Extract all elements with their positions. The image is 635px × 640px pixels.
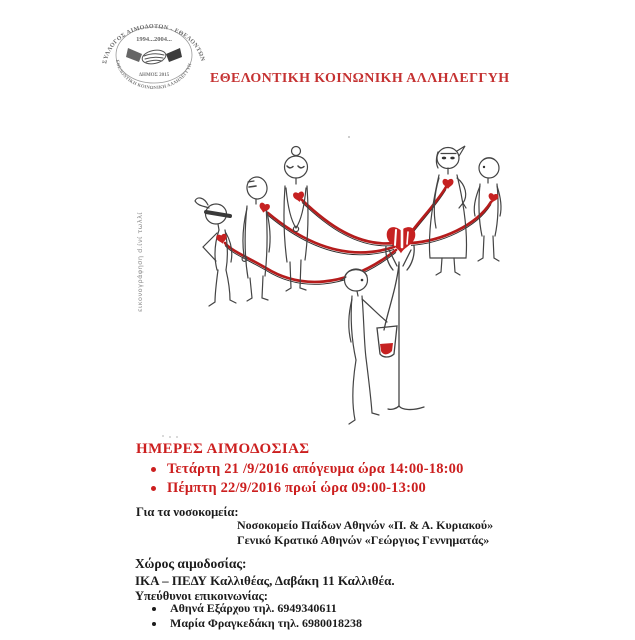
session-item bbox=[151, 460, 464, 479]
blood-donation-illustration bbox=[115, 112, 545, 460]
venue-address: ΙΚΑ – ΠΕΔΥ Καλλιθέας, Δαβάκη 11 Καλλιθέα. bbox=[135, 573, 395, 588]
contacts-label: Υπεύθυνοι επικοινωνίας: bbox=[135, 589, 268, 603]
iv-stand bbox=[377, 246, 424, 410]
contact-item bbox=[152, 616, 362, 631]
hospitals-list bbox=[237, 518, 493, 548]
figure-girl-left bbox=[195, 198, 236, 306]
handshake-drawing bbox=[126, 48, 182, 66]
hospital-item: Γενικό Κρατικό Αθηνών «Γεώργιος Γεννηματάς» bbox=[237, 533, 490, 547]
logo-arc-top-text: ΣΥΛΛΟΓΟΣ ΑΙΜΟΔΟΤΩΝ - ΕΘΕΛΟΝΤΩΝ bbox=[102, 23, 206, 65]
blood-bag-fill bbox=[380, 343, 393, 354]
page-title: ΕΘΕΛΟΝΤΙΚΗ ΚΟΙΝΩΝΙΚΗ ΑΛΛΗΛΕΓΓΥΗ bbox=[210, 71, 510, 86]
figure-dress-woman bbox=[429, 146, 466, 275]
figure-bun-woman bbox=[284, 147, 308, 292]
session-text: Πέμπτη 22/9/2016 πρωί ώρα 09:00-13:00 bbox=[167, 480, 426, 496]
donation-days-heading: ΗΜΕΡΕΣ ΑΙΜΟΔΟΣΙΑΣ bbox=[136, 441, 310, 457]
session-item bbox=[151, 479, 464, 498]
contacts-list bbox=[152, 601, 362, 631]
hospital-item: Νοσοκομείο Παίδων Αθηνών «Π. & Α. Κυριακού» bbox=[237, 518, 494, 532]
session-text: Τετάρτη 21 /9/2016 απόγευμα ώρα 14:00-18:00 bbox=[167, 461, 464, 477]
illustration-credit: εικονογράφηση d.ίνί τωλλί bbox=[136, 211, 144, 312]
figure-tall-person bbox=[242, 176, 270, 301]
heart-man-right bbox=[488, 193, 499, 204]
contact-text: Μαρία Φραγκεδάκη τηλ. 6980018238 bbox=[170, 616, 362, 630]
logo-arc-bottom-text: ΕΘΕΛΟΝΤΙΚΗ ΚΟΙΝΩΝΙΚΗ ΑΛΛΗΛΕΓΓΥΗ bbox=[115, 59, 193, 91]
blood-tubes bbox=[225, 187, 491, 282]
hospitals-label: Για τα νοσοκομεία: bbox=[136, 505, 239, 519]
venue-label: Χώρος αιμοδοσίας: bbox=[135, 556, 247, 571]
bullet-dot-icon bbox=[152, 622, 156, 626]
bullet-dot-icon bbox=[152, 607, 156, 611]
donation-sessions-list bbox=[151, 460, 464, 498]
handshake-icon bbox=[98, 12, 210, 102]
logo-subtitle: ΔΗΜΟΣ 2015 bbox=[138, 73, 170, 78]
contact-item bbox=[152, 601, 362, 616]
figure-kid-center bbox=[340, 269, 387, 424]
bullet-dot-icon bbox=[151, 486, 156, 491]
bullet-dot-icon bbox=[151, 467, 156, 472]
contact-text: Αθηνά Εξάρχου τηλ. 6949340611 bbox=[170, 601, 337, 615]
logo-years: 1994...2004... bbox=[136, 36, 172, 43]
association-logo bbox=[98, 12, 210, 102]
